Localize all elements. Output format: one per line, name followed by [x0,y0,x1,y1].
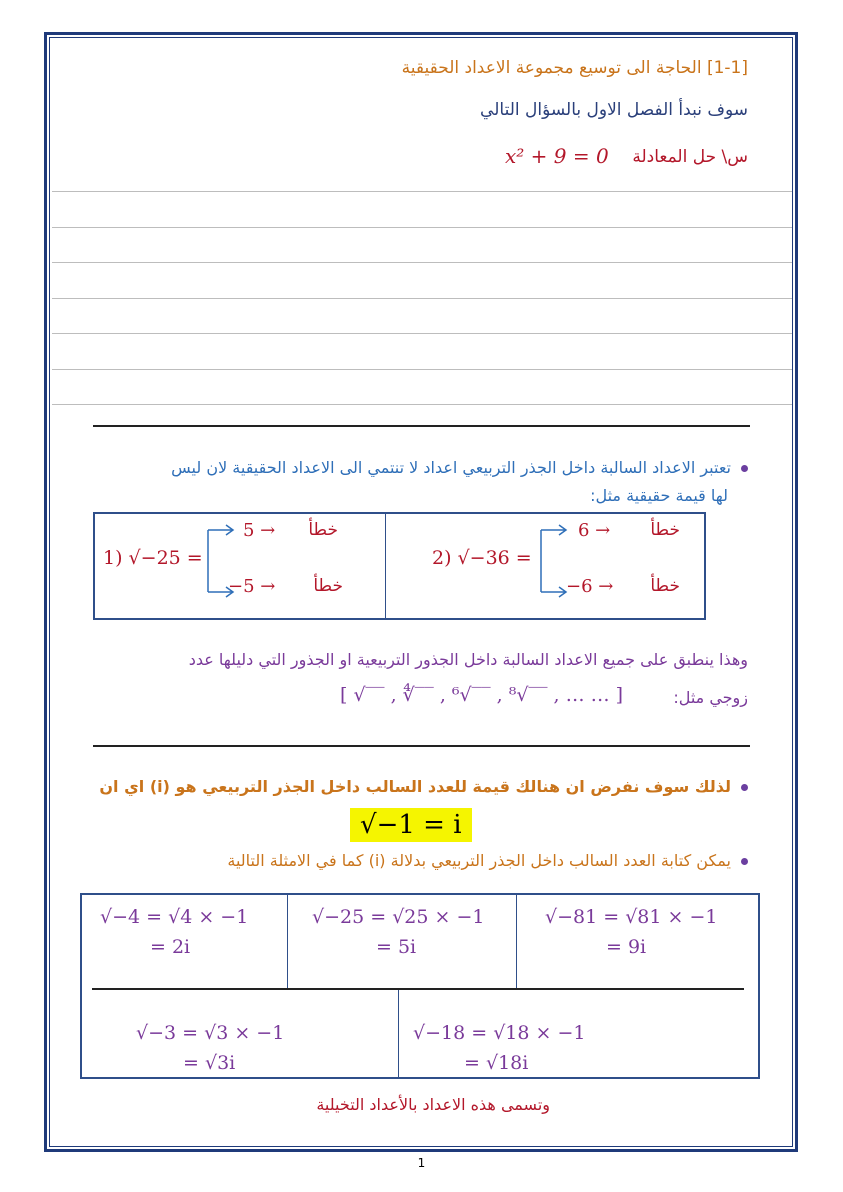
example-2-verdict-bottom: خطأ [650,576,680,596]
box-separator [385,514,386,618]
example-1-top: 5 → [243,520,276,541]
example-2-verdict-top: خطأ [650,520,680,540]
divider [93,425,750,427]
writing-line [52,369,792,370]
question-prefix: س\ حل المعادلة [632,147,748,167]
example-root-18: √−18 = √18 × −1 [413,1022,586,1044]
box-separator [516,895,517,988]
example-root-4: √−4 = √4 × −1 [100,906,249,928]
example-root-25: √−25 = √25 × −1 [312,906,485,928]
example-root-18-result: = √18i [464,1052,529,1074]
writing-line [52,262,792,263]
paragraph-negative-roots: تعتبر الاعداد السالبة داخل الجذر التربيعي اعداد لا تنتمي الى الاعداد الحقيقية لان ليس [88,458,748,477]
example-root-3-result: = √3i [183,1052,236,1074]
example-2-bottom: −6 → [566,576,614,597]
paragraph-even-roots-line2: زوجي مثل: [673,688,748,707]
example-1-label: 1) √−25 = [103,547,203,569]
box-separator [287,895,288,988]
example-1-verdict-bottom: خطأ [313,576,343,596]
writing-line [52,227,792,228]
paragraph-examples-intro: يمكن كتابة العدد السالب داخل الجذر التربيعي بدلالة (i) كما في الامثلة التالية [227,851,748,870]
example-2-top: 6 → [578,520,611,541]
example-1-bottom: −5 → [228,576,276,597]
example-1-verdict-top: خطأ [308,520,338,540]
assumption-text: لذلك سوف نفرض ان هنالك قيمة للعدد السالب داخل الجذر التربيعي هو (i) اي ان [99,777,748,796]
example-root-81: √−81 = √81 × −1 [545,906,718,928]
page-number: 1 [417,1156,426,1170]
conclusion-text: وتسمى هذه الاعداد بالأعداد التخيلية [316,1095,550,1114]
question-equation: x² + 9 = 0 [505,144,609,168]
paragraph-even-roots: وهذا ينطبق على جميع الاعداد السالبة داخل الجذور التربيعية او الجذور التي دليلها عدد [188,650,748,669]
section-heading: [1-1] الحاجة الى توسيع مجموعة الاعداد الحقيقية [401,58,748,78]
bullet-icon [741,858,748,865]
example-root-3: √−3 = √3 × −1 [136,1022,285,1044]
example-root-81-result: = 9i [606,936,647,958]
box-row-divider [92,988,744,990]
box-separator [398,990,399,1077]
paragraph-negative-roots-line2: لها قيمة حقيقية مثل: [590,486,728,505]
bullet-icon [741,465,748,472]
divider [93,745,750,747]
example-2-label: 2) √−36 = [432,547,532,569]
writing-line [52,333,792,334]
example-root-25-result: = 5i [376,936,417,958]
bullet-icon [741,784,748,791]
writing-line [52,298,792,299]
example-root-4-result: = 2i [150,936,191,958]
imaginary-unit-formula: √−1 = i [350,808,472,842]
even-roots-list: [ √‾‾ , ∜‾‾ , ⁶√‾‾ , ⁸√‾‾ , … … ] [340,684,624,706]
writing-line [52,191,792,192]
intro-text: سوف نبدأ الفصل الاول بالسؤال التالي [480,100,748,120]
writing-line [52,404,792,405]
